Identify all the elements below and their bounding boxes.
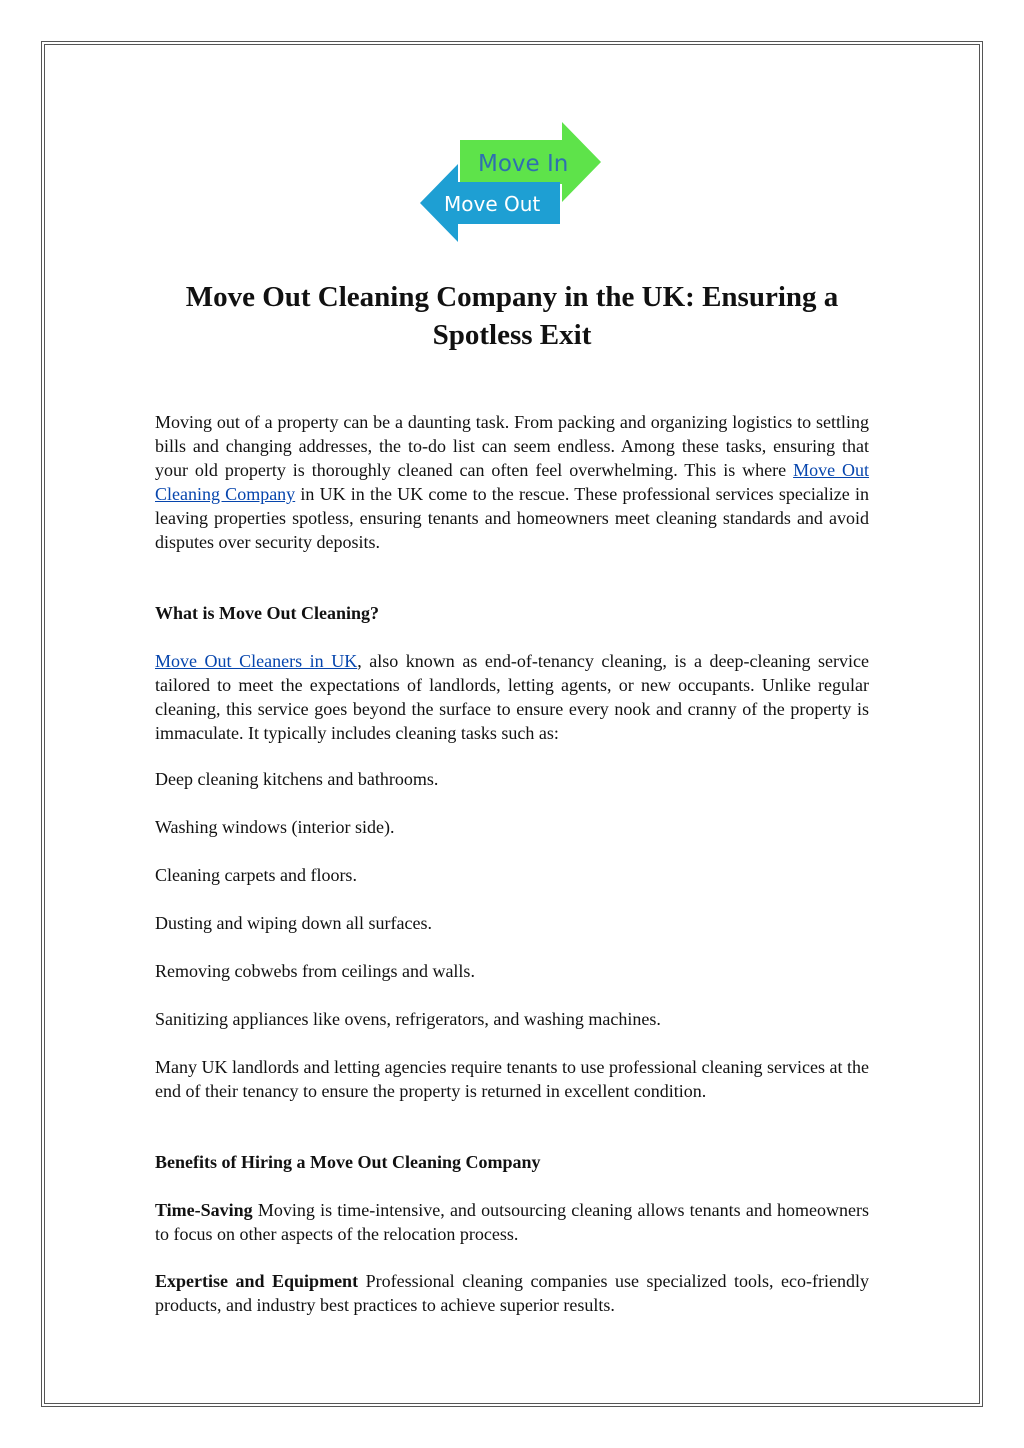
move-in-text: Move In — [478, 151, 569, 177]
list-item: Washing windows (interior side). — [155, 817, 395, 837]
list-item: Cleaning carpets and floors. — [155, 865, 357, 885]
definition-paragraph — [155, 649, 869, 745]
benefit-text: Professional cleaning companies use specialized tools, eco-friendly products, and industry best practices to achieve superior results. — [155, 1271, 869, 1315]
definition-text: , also known as end-of-tenancy cleaning, is a deep-cleaning service tailored to meet the expectations of landlords, letting agents, or new occupants. Unlike regular cleaning, this service goes beyond the surface to ensure every nook and cranny of the property is immaculate. It typically includes cleaning tasks such as: — [155, 651, 870, 743]
intro-text-2: in UK in the UK come to the rescue. These professional services specialize in leaving properties spotless, ensuring tenants and homeowners meet cleaning standards and avoid disputes over security deposits. — [155, 484, 869, 552]
list-item: Dusting and wiping down all surfaces. — [155, 913, 432, 933]
benefit-text: Moving is time-intensive, and outsourcing cleaning allows tenants and homeowners to focus on other aspects of the relocation process. — [155, 1200, 869, 1244]
section-heading-benefits: Benefits of Hiring a Move Out Cleaning Company — [155, 1152, 541, 1172]
move-in-move-out-logo — [418, 120, 604, 244]
list-item: Removing cobwebs from ceilings and walls. — [155, 961, 475, 981]
benefit-time-saving — [155, 1198, 869, 1246]
page-title: Move Out Cleaning Company in the UK: Ensuring a Spotless Exit — [185, 281, 839, 351]
move-out-cleaners-link[interactable]: Move Out Cleaners in UK — [155, 651, 358, 671]
requirement-paragraph: Many UK landlords and letting agencies require tenants to use professional cleaning services at the end of their tenancy to ensure the property is returned in excellent condition. — [155, 1057, 869, 1101]
benefit-label: Time-Saving — [155, 1200, 253, 1220]
benefit-label: Expertise and Equipment — [155, 1271, 359, 1291]
list-item: Sanitizing appliances like ovens, refrigerators, and washing machines. — [155, 1009, 661, 1029]
section-heading-what-is: What is Move Out Cleaning? — [155, 603, 380, 623]
move-out-cleaning-company-link[interactable]: Move Out Cleaning Company — [155, 460, 870, 504]
list-item: Deep cleaning kitchens and bathrooms. — [155, 769, 439, 789]
intro-paragraph — [155, 410, 869, 554]
intro-text-1: Moving out of a property can be a daunting task. From packing and organizing logistics to settling bills and changing addresses, the to-do list can seem endless. Among these tasks, ensuring that your old property is thoroughly cleaned can often feel overwhelming. This is where — [155, 412, 869, 480]
move-out-text: Move Out — [444, 192, 541, 216]
benefit-expertise — [155, 1269, 869, 1317]
